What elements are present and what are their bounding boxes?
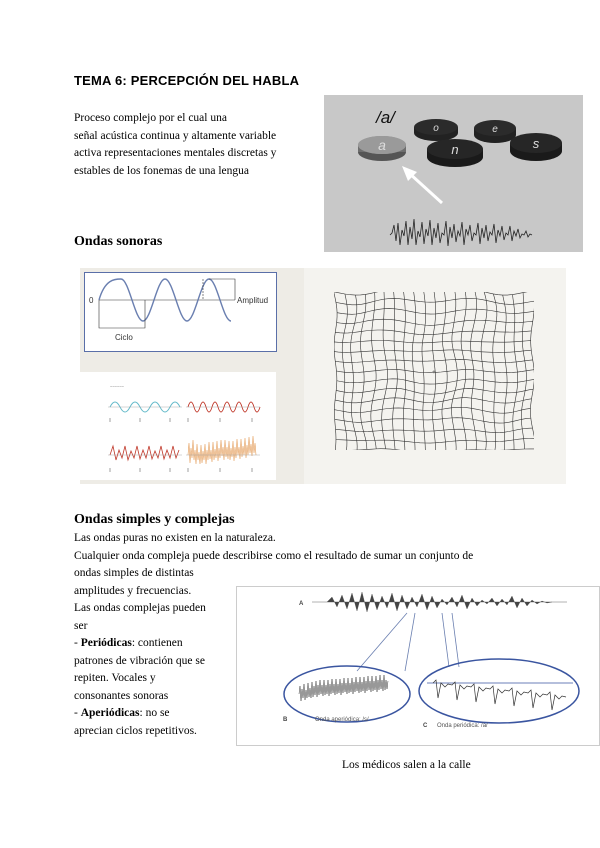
grid-line — [382, 292, 388, 449]
svg-text:~~~~~~: ~~~~~~ — [110, 384, 125, 389]
body-line: Las ondas puras no existen en la naturaleza. — [74, 532, 276, 544]
intro-line: activa representaciones mentales discretas y — [74, 147, 277, 159]
aperiodic-item: - Aperiódicas: no se — [74, 707, 170, 719]
phoneme-label: /a/ — [376, 108, 395, 127]
aperiodic-waveform — [299, 675, 388, 701]
sine-wave-figure — [84, 272, 277, 352]
grid-line — [442, 292, 447, 450]
panel-label-c: C — [423, 723, 428, 729]
intro-line: estables de los fonemas de una lengua — [74, 164, 249, 177]
caption-aperiodic: Onda aperiódica: /s/ — [315, 717, 369, 723]
intro-paragraph — [74, 110, 324, 180]
token-label: e — [492, 124, 498, 135]
speech-waveform — [390, 219, 532, 246]
periodic-item: - Periódicas: contienen — [74, 637, 183, 649]
grid-line — [461, 292, 466, 450]
cycle-label: Ciclo — [115, 333, 133, 342]
full-utterance-waveform — [327, 592, 552, 612]
body-line: aprecian ciclos repetitivos. — [74, 724, 197, 737]
caption-periodic: Onda periódica: /a/ — [437, 723, 488, 729]
section-heading-sound-waves: Ondas sonoras — [74, 234, 163, 249]
body-line: ondas simples de distintas — [74, 567, 194, 579]
token-label: a — [378, 137, 386, 153]
four-waveforms-figure — [80, 372, 276, 480]
speech-waveform-figure — [236, 586, 600, 746]
phoneme-tokens-figure — [324, 95, 583, 252]
amplitude-label: Amplitud — [237, 296, 269, 305]
distorted-grid — [334, 292, 534, 450]
body-line: amplitudes y frecuencias. — [74, 584, 192, 597]
grid-line — [393, 292, 398, 450]
zero-label: 0 — [89, 296, 94, 305]
body-line: Las ondas complejas pueden — [74, 602, 206, 614]
panel-label-a: A — [299, 601, 304, 607]
token-label: n — [451, 142, 459, 157]
arrow-icon — [409, 173, 442, 203]
body-line: repiten. Vocales y — [74, 672, 156, 684]
token-label: s — [532, 136, 540, 151]
body-line: ser — [74, 619, 88, 632]
grid-line — [530, 292, 534, 449]
aperiodic-term: Aperiódicas — [80, 707, 140, 719]
body-line: consonantes sonoras — [74, 689, 169, 702]
grid-line — [471, 292, 477, 450]
body-line: Cualquier onda compleja puede describirse como el resultado de sumar un conjunto de — [74, 549, 474, 562]
waveform-red-complex — [110, 446, 179, 460]
grid-line — [335, 398, 531, 403]
panel-label-b: B — [283, 717, 288, 723]
grid-center-mark: + — [432, 368, 436, 376]
section-heading-simple-complex: Ondas simples y complejas — [74, 512, 235, 527]
periodic-ellipse — [419, 659, 579, 723]
body-line: patrones de vibración que se — [74, 654, 205, 667]
waveform-orange-noise — [188, 436, 256, 464]
periodic-term: Periódicas — [80, 637, 132, 649]
page-title: TEMA 6: PERCEPCIÓN DEL HABLA — [74, 73, 300, 88]
intro-line: Proceso complejo por el cual una — [74, 112, 227, 124]
figure-caption: Los médicos salen a la calle — [342, 759, 471, 771]
grid-line — [412, 292, 415, 450]
token-label: o — [433, 123, 439, 134]
phoneme-tokens-graphic — [324, 95, 583, 252]
grid-line — [422, 292, 426, 450]
grid-line — [403, 292, 405, 450]
intro-line: señal acústica continua y altamente variable — [74, 129, 277, 142]
periodic-waveform — [433, 680, 566, 710]
distorted-grid-figure — [334, 292, 534, 450]
